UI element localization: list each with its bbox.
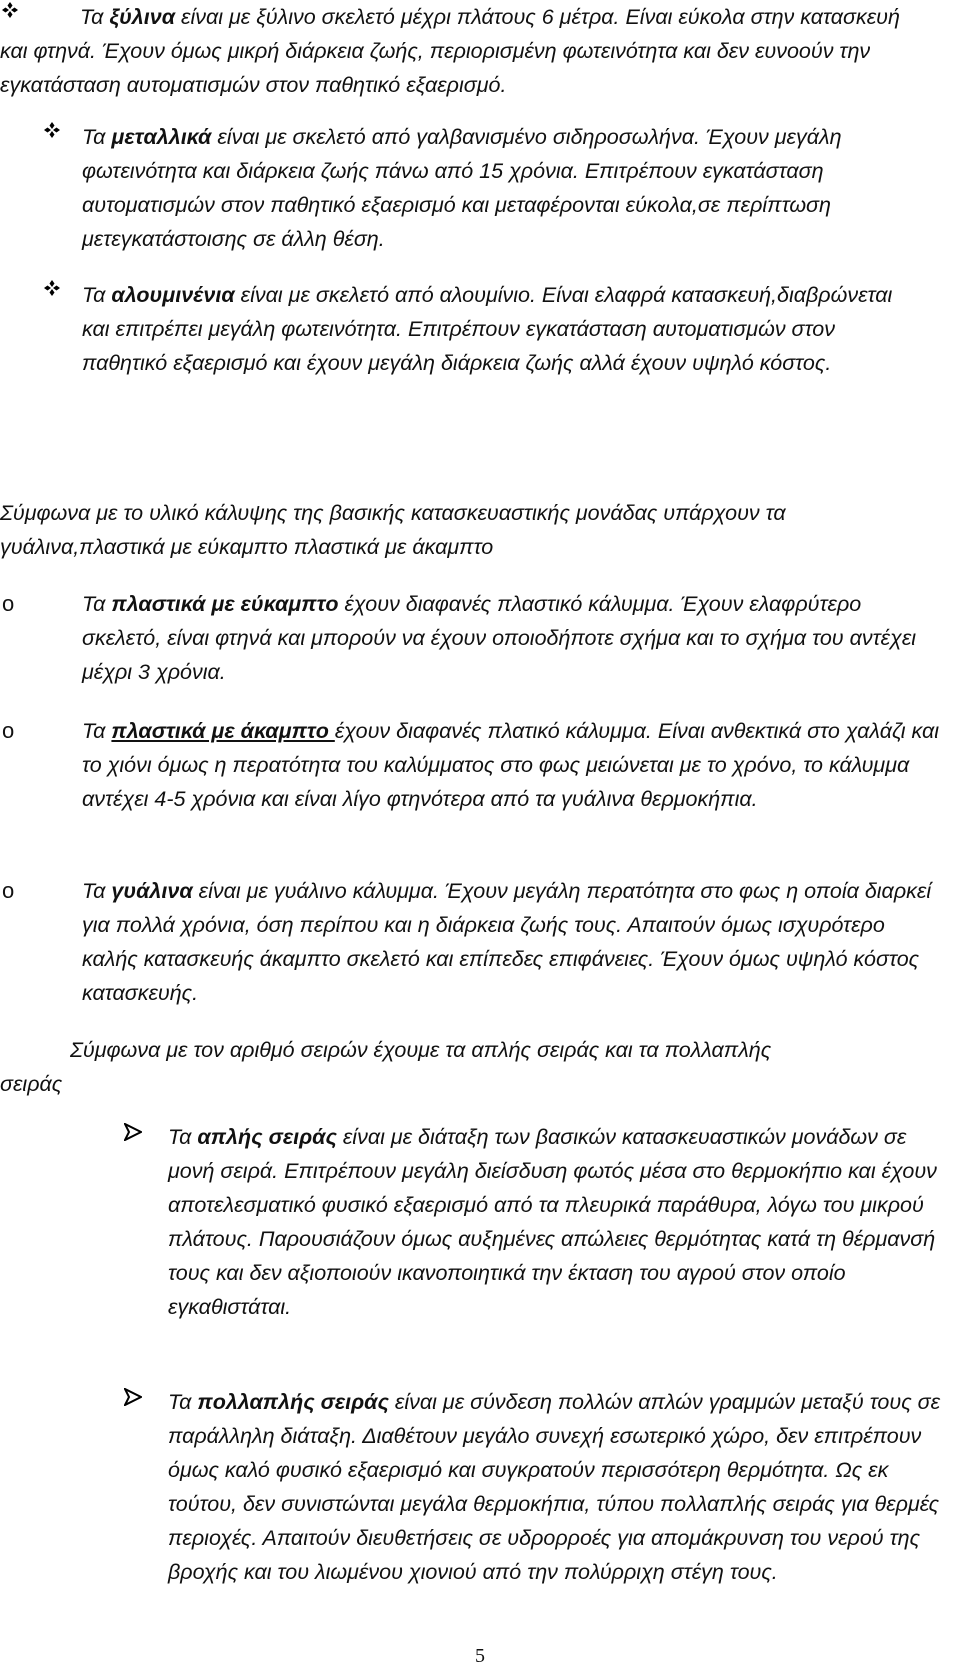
item-prefix: Τα — [82, 592, 112, 616]
list-item-aluminium — [82, 278, 922, 380]
item-text: είναι με σκελετό από αλουμίνιο. Είναι ελαφρά κατασκευή,διαβρώνεται και επιτρέπει μεγάλη φωτεινότητα. Επιτρέπουν εγκατάσταση αυτοματισμών στον παθητικό εξαερισμό και έχουν μεγάλη διάρκεια ζωής αλλά έχουν υψηλό κόστος. — [82, 283, 893, 375]
term-flexible-plastic: πλαστικά με εύκαμπτο — [111, 592, 339, 616]
list-item-rigid-plastic — [82, 714, 957, 816]
circle-bullet: o — [2, 591, 15, 616]
arrowhead-bullet-icon — [124, 1388, 142, 1406]
list-item-metal — [82, 120, 922, 256]
term-glass: γυάλινα — [111, 879, 193, 903]
item-prefix: Τα — [80, 5, 110, 29]
item-text: είναι με σκελετό από γαλβανισμένο σιδηροσωλήνα. Έχουν μεγάλη φωτεινότητα και διάρκεια ζωής πάνω από 15 χρόνια. Επιτρέπουν εγκατάσταση αυτοματισμών στον παθητικό εξαερισμό και μεταφέρονται εύκολα,σε περίπτωση μετεγκατάστοισης σε άλλη θέση. — [82, 125, 842, 251]
item-prefix: Τα — [168, 1125, 198, 1149]
four-diamond-bullet-icon — [44, 280, 60, 296]
item-text: είναι με ξύλινο σκελετό μέχρι πλάτους 6 μέτρα. Είναι εύκολα στην κατασκευή και φτηνά. Έχουν όμως μικρή διάρκεια ζωής, περιορισμένη φωτεινότητα και δεν ευνοούν την εγκατάσταση αυτοματισμών στον παθητικό εξαερισμό. — [0, 5, 900, 97]
four-diamond-bullet-icon — [44, 122, 60, 138]
item-prefix: Τα — [82, 719, 112, 743]
circle-bullet: o — [2, 878, 15, 903]
page-number: 5 — [475, 1645, 485, 1667]
list-item-glass — [82, 874, 942, 1010]
term-aluminium: αλουμινένια — [111, 283, 235, 307]
term-single-row: απλής σειράς — [197, 1125, 337, 1149]
term-rigid-plastic: πλαστικά με άκαμπτο — [111, 719, 335, 743]
list-item-single-row — [168, 1120, 938, 1324]
item-text: είναι με διάταξη των βασικών κατασκευαστικών μονάδων σε μονή σειρά. Επιτρέπουν μεγάλη διείσδυση φωτός μέσα στο θερμοκήπιο και έχουν αποτελεσματικό φυσικό εξαερισμό από τα πλευρικά παράθυρα, λόγω του μικρού πλάτους. Παρουσιάζουν όμως αυξημένες απώλειες θερμότητας κατά τη θέρμανσή τους και δεν αξιοποιούν ικανοποιητικά την έκταση του αγρού στον οποίο εγκαθιστάται. — [168, 1125, 937, 1319]
item-prefix: Τα — [82, 125, 112, 149]
intro-covering-material: Σύμφωνα με το υλικό κάλυψης της βασικής κατασκευαστικής μονάδας υπάρχουν τα γυάλινα,πλαστικά με εύκαμπτο πλαστικά με άκαμπτο — [0, 501, 786, 559]
list-item-multi-row — [168, 1385, 953, 1589]
item-prefix: Τα — [82, 283, 112, 307]
item-prefix: Τα — [168, 1390, 198, 1414]
list-item-wooden — [0, 0, 920, 102]
item-text: έχουν διαφανές πλαστικό κάλυμμα. Έχουν ελαφρύτερο σκελετό, είναι φτηνά και μπορούν να έχουν οποιοδήποτε σχήμα και το σχήμα του αντέχει μέχρι 3 χρόνια. — [82, 592, 917, 684]
term-metal: μεταλλικά — [111, 125, 212, 149]
circle-bullet: o — [2, 718, 15, 743]
intro-rows-line2: σειράς — [0, 1072, 63, 1096]
item-text: είναι με γυάλινο κάλυμμα. Έχουν μεγάλη περατότητα στο φως η οποία διαρκεί για πολλά χρόνια, όση περίπου και η διάρκεια ζωής τους. Απαιτούν όμως ισχυρότερο καλής κατασκευής άκαμπτο σκελετό και επίπεδες επιφάνειες. Έχουν όμως υψηλό κόστος κατασκευής. — [82, 879, 932, 1005]
intro-rows-line1: Σύμφωνα με τον αριθμό σειρών έχουμε τα απλής σειράς και τα πολλαπλής — [70, 1038, 772, 1062]
list-item-flexible-plastic — [82, 587, 942, 689]
arrowhead-bullet-icon — [124, 1123, 142, 1141]
term-multi-row: πολλαπλής σειράς — [197, 1390, 389, 1414]
item-text: είναι με σύνδεση πολλών απλών γραμμών μεταξύ τους σε παράλληλη διάταξη. Διαθέτουν μεγάλο συνεχή εσωτερικό χώρο, δεν επιτρέπουν όμως καλό φυσικό εξαερισμό και συγκρατούν περισσότερη θερμότητα. Ως εκ τούτου, δεν συνιστώνται μεγάλα θερμοκήπια, τύπου πολλαπλής σειράς για θερμές περιοχές. Απαιτούν διευθετήσεις σε υδρορροές για απομάκρυνση του νερού της βροχής και του λιωμένου χιονιού από την πολύρριχη στέγη τους. — [168, 1390, 941, 1584]
term-wooden: ξύλινα — [109, 5, 176, 29]
item-prefix: Τα — [82, 879, 112, 903]
item-text: έχουν διαφανές πλατικό κάλυμμα. Είναι ανθεκτικά στο χαλάζι και το χιόνι όμως η περατότητα του καλύμματος στο φως μειώνεται με το χρόνο, το κάλυμμα αντέχει 4-5 χρόνια και είναι λίγο φτηνότερα από τα γυάλινα θερμοκήπια. — [82, 719, 939, 811]
